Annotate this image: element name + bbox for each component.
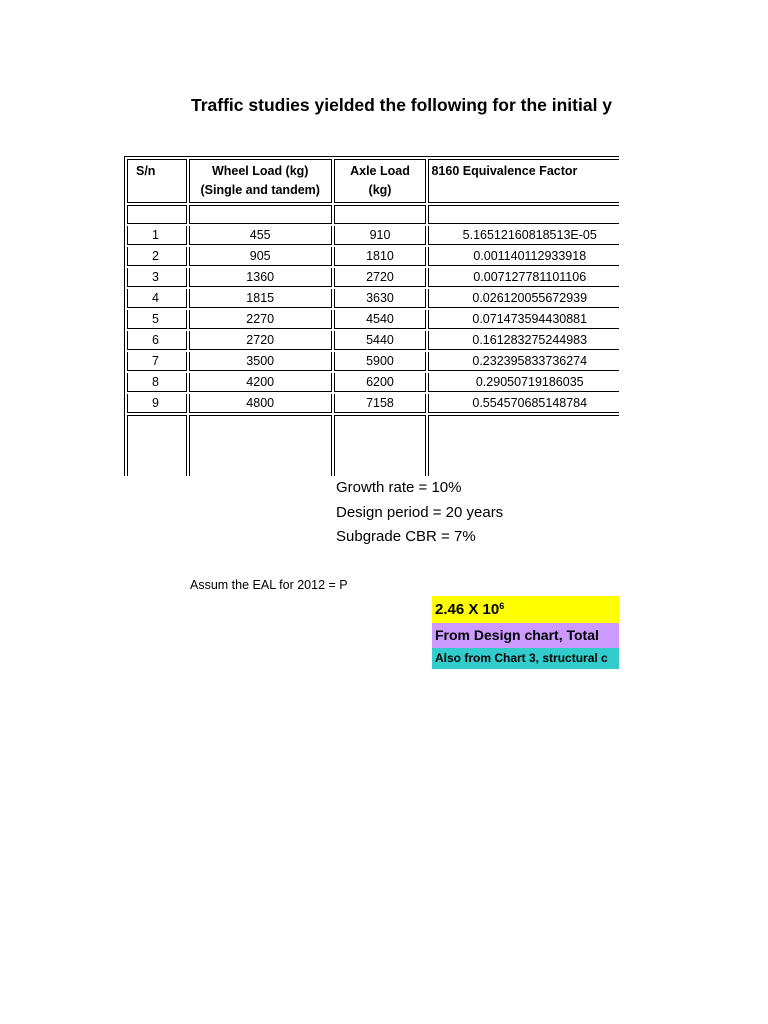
wheel-load-cell: 1815: [189, 289, 332, 308]
page-title: Traffic studies yielded the following for the initial y: [191, 95, 613, 115]
empty-cell: [189, 415, 332, 476]
equivalence-factor-cell: 0.232395833736274: [428, 352, 619, 371]
equivalence-factor-cell: 0.007127781101106: [428, 268, 619, 287]
axle-load-cell: 1810: [334, 247, 427, 266]
equivalence-factor-cell: 0.29050719186035: [428, 373, 619, 392]
empty-cell: [334, 205, 427, 224]
wheel-load-cell: 2720: [189, 331, 332, 350]
eal-assumption: Assum the EAL for 2012 = P: [190, 578, 348, 592]
header-wheel-load-line2: (Single and tandem): [200, 183, 320, 197]
table-header-row: [127, 159, 619, 203]
table-row: [127, 247, 619, 266]
sn-cell: 5: [127, 310, 187, 329]
chart3-note: Also from Chart 3, structural c: [432, 648, 619, 669]
wheel-load-cell: 905: [189, 247, 332, 266]
eal-value: 2.46 X 10: [435, 601, 500, 618]
wheel-load-cell: 455: [189, 226, 332, 245]
empty-cell: [428, 205, 619, 224]
sn-cell: 8: [127, 373, 187, 392]
table-row: [127, 226, 619, 245]
empty-cell: [127, 205, 187, 224]
eal-result-highlight: [432, 596, 619, 623]
equivalence-factor-cell: 0.554570685148784: [428, 394, 619, 413]
header-equivalence-factor: 8160 Equivalence Factor: [428, 159, 619, 203]
empty-cell: [189, 205, 332, 224]
equivalence-factor-cell: 0.001140112933918: [428, 247, 619, 266]
design-chart-note: From Design chart, Total: [432, 623, 619, 648]
table-row: [127, 268, 619, 287]
empty-cell: [127, 415, 187, 476]
axle-load-cell: 2720: [334, 268, 427, 287]
axle-load-cell: 6200: [334, 373, 427, 392]
equivalence-table: [124, 156, 619, 476]
equivalence-factor-cell: 0.026120055672939: [428, 289, 619, 308]
equivalence-factor-cell: 5.16512160818513E-05: [428, 226, 619, 245]
sn-cell: 3: [127, 268, 187, 287]
empty-cell: [428, 415, 619, 476]
growth-rate: Growth rate = 10%: [336, 479, 462, 496]
table-spacer-row: [127, 205, 619, 224]
eal-exponent: 6: [499, 601, 505, 611]
axle-load-cell: 3630: [334, 289, 427, 308]
table-row: [127, 373, 619, 392]
axle-load-cell: 5900: [334, 352, 427, 371]
sn-cell: 1: [127, 226, 187, 245]
design-period: Design period = 20 years: [336, 503, 504, 521]
empty-cell: [334, 415, 427, 476]
table-row: [127, 352, 619, 371]
axle-load-cell: 5440: [334, 331, 427, 350]
sn-cell: 7: [127, 352, 187, 371]
header-wheel-load: [189, 159, 332, 203]
sn-cell: 6: [127, 331, 187, 350]
sn-cell: 4: [127, 289, 187, 308]
wheel-load-cell: 1360: [189, 268, 332, 287]
table-row: [127, 394, 619, 413]
axle-load-cell: 910: [334, 226, 427, 245]
load-table-container: [124, 156, 619, 476]
wheel-load-cell: 2270: [189, 310, 332, 329]
wheel-load-cell: 4800: [189, 394, 332, 413]
design-parameters: [336, 476, 503, 550]
table-row: [127, 289, 619, 308]
header-axle-load-line2: (kg): [368, 183, 392, 197]
header-wheel-load-line1: Wheel Load (kg): [211, 164, 309, 178]
equivalence-factor-cell: 0.071473594430881: [428, 310, 619, 329]
subgrade-cbr: Subgrade CBR = 7%: [336, 528, 476, 545]
wheel-load-cell: 3500: [189, 352, 332, 371]
header-axle-load-line1: Axle Load: [350, 164, 410, 178]
axle-load-cell: 4540: [334, 310, 427, 329]
equivalence-factor-cell: 0.161283275244983: [428, 331, 619, 350]
wheel-load-cell: 4200: [189, 373, 332, 392]
table-row: [127, 310, 619, 329]
table-row: [127, 331, 619, 350]
sn-cell: 9: [127, 394, 187, 413]
header-axle-load: [334, 159, 427, 203]
axle-load-cell: 7158: [334, 394, 427, 413]
sn-cell: 2: [127, 247, 187, 266]
header-sn: S/n: [127, 159, 187, 203]
table-empty-row: [127, 415, 619, 476]
